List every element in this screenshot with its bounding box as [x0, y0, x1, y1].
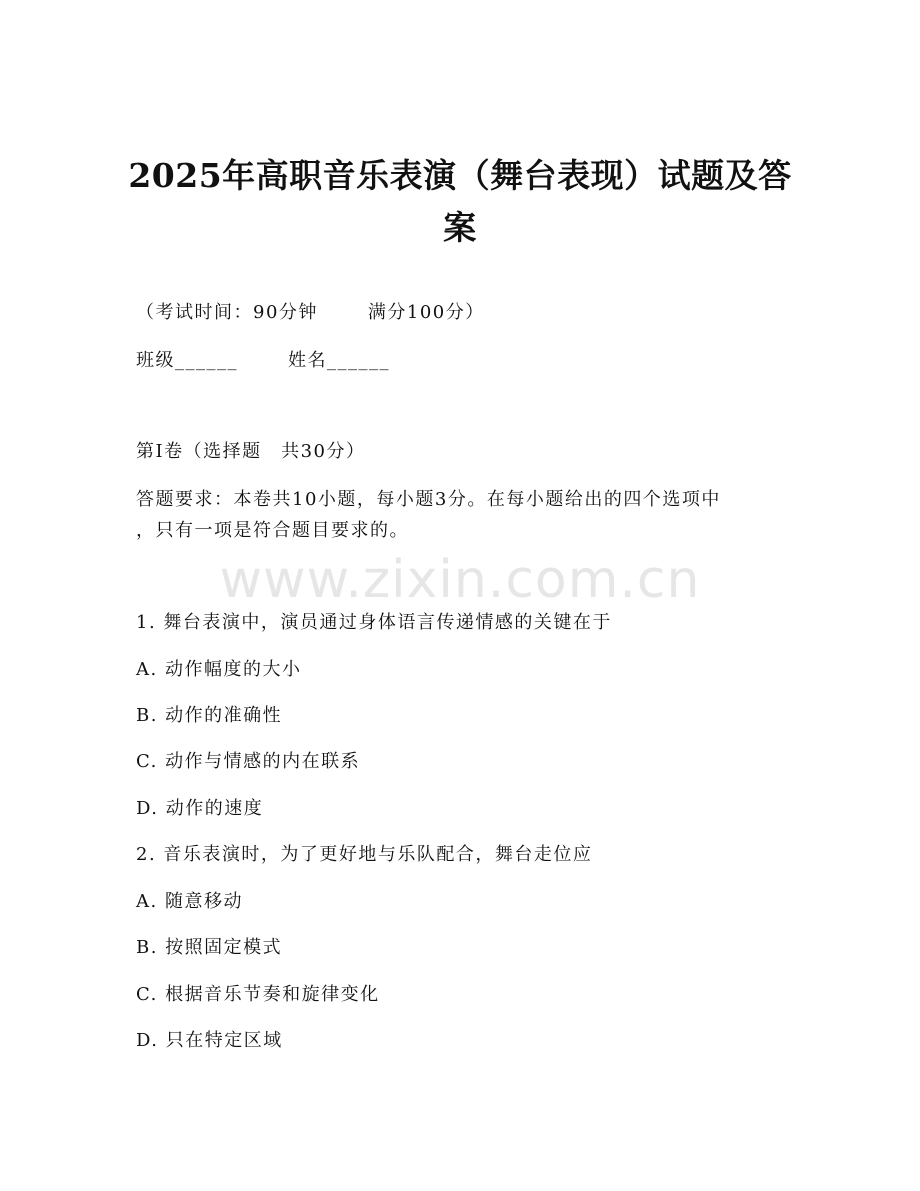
- section-instructions-line1: 答题要求：本卷共10小题，每小题3分。在每小题给出的四个选项中: [136, 489, 721, 510]
- question-1-option-c: C. 动作与情感的内在联系: [136, 751, 361, 772]
- question-2-option-c: C. 根据音乐节奏和旋律变化: [136, 984, 380, 1005]
- section-heading: 第Ⅰ卷（选择题 共30分）: [136, 441, 366, 462]
- class-field: 班级______: [136, 350, 238, 371]
- section-instructions-line2: ，只有一项是符合题目要求的。: [136, 520, 409, 541]
- exam-info: [136, 298, 485, 328]
- question-2-option-b: B. 按照固定模式: [136, 937, 283, 958]
- question-2-option-d: D. 只在特定区域: [136, 1030, 283, 1051]
- exam-full-score: 满分100分）: [367, 302, 485, 323]
- question-2-stem: 2. 音乐表演时，为了更好地与乐队配合，舞台走位应: [136, 844, 593, 865]
- question-1-stem: 1. 舞台表演中，演员通过身体语言传递情感的关键在于: [136, 612, 612, 633]
- question-1-option-d: D. 动作的速度: [136, 798, 264, 819]
- question-1-option-b: B. 动作的准确性: [136, 705, 283, 726]
- watermark: www.zixin.com.cn: [219, 550, 701, 610]
- question-1-option-a: A. 动作幅度的大小: [136, 659, 302, 680]
- question-2-option-a: A. 随意移动: [136, 891, 243, 912]
- exam-time: （考试时间：90分钟: [136, 302, 318, 323]
- document-title: 2025年高职音乐表演（舞台表现）试题及答案: [128, 156, 792, 247]
- name-field: 姓名______: [288, 350, 390, 371]
- student-fields: [136, 346, 390, 376]
